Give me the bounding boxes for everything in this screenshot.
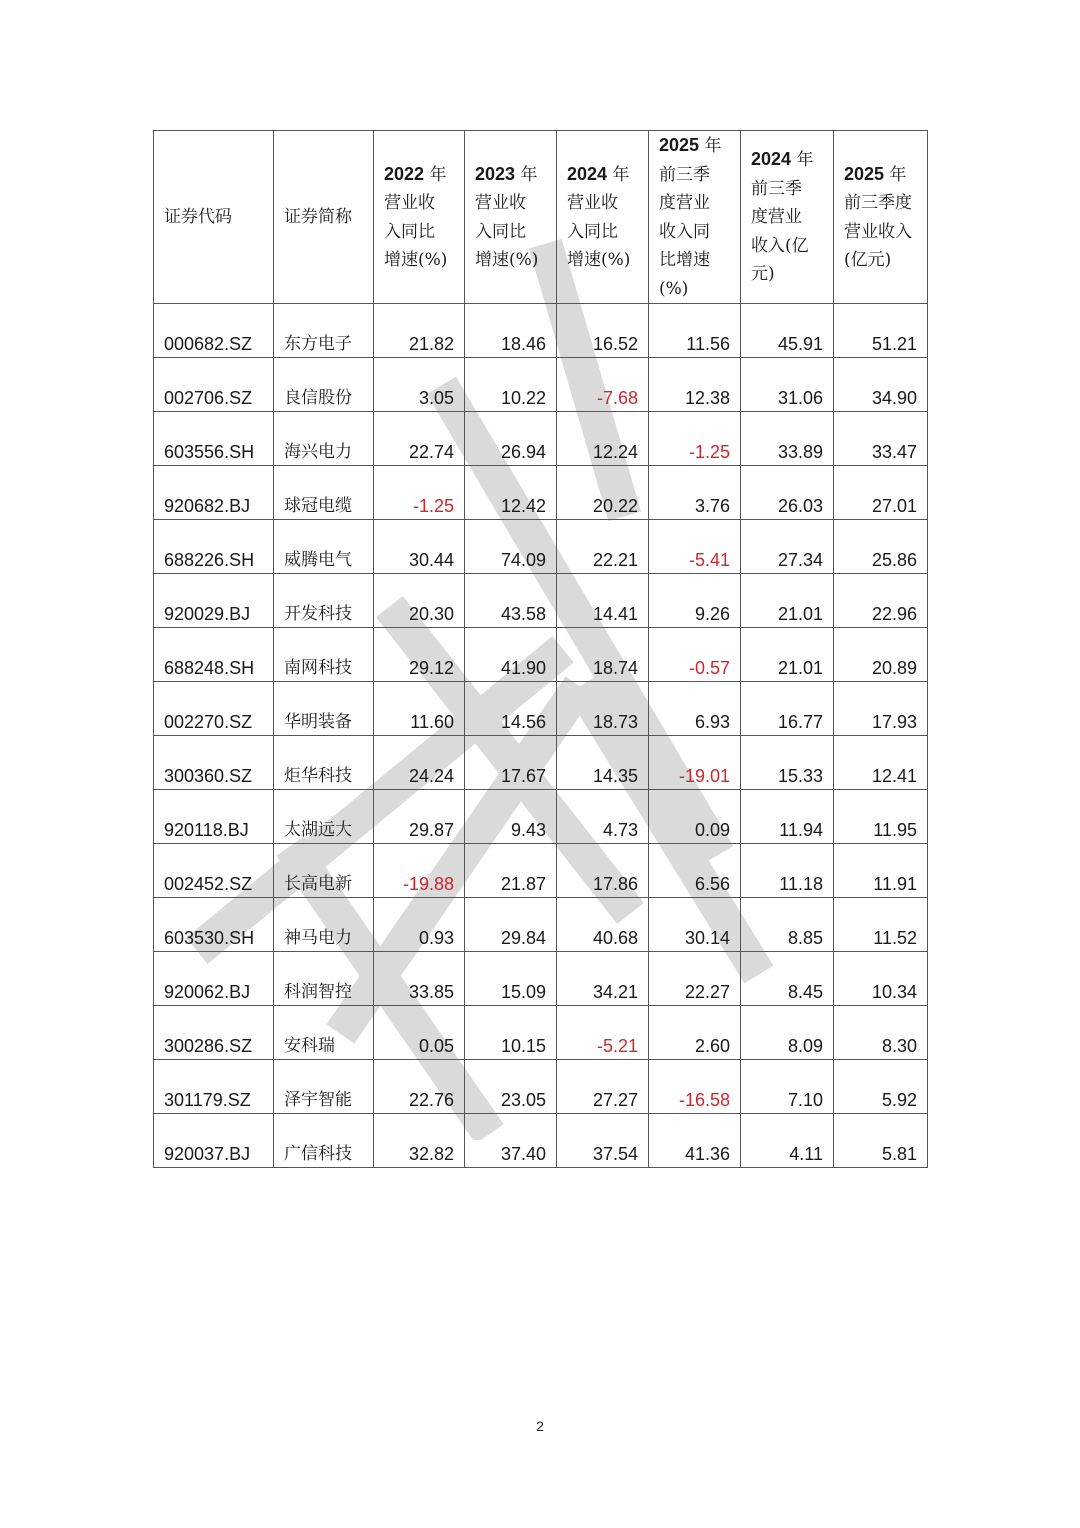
table-row bbox=[154, 412, 928, 466]
cell-rev2024q3: 21.01 bbox=[741, 574, 834, 628]
cell-name: 华明装备 bbox=[274, 682, 374, 736]
table-row bbox=[154, 790, 928, 844]
cell-g2024: 18.74 bbox=[557, 628, 649, 682]
cell-code: 603530.SH bbox=[154, 898, 274, 952]
cell-g2025q3: 2.60 bbox=[649, 1006, 741, 1060]
cell-g2022: 3.05 bbox=[374, 358, 465, 412]
cell-rev2025q3: 20.89 bbox=[834, 628, 928, 682]
cell-rev2024q3: 11.94 bbox=[741, 790, 834, 844]
column-header-line: 前三季 bbox=[659, 164, 710, 185]
column-header-line: 年 bbox=[429, 164, 447, 185]
column-header-year: 2022 bbox=[384, 163, 425, 184]
cell-code: 000682.SZ bbox=[154, 304, 274, 358]
table-row bbox=[154, 358, 928, 412]
cell-rev2025q3: 51.21 bbox=[834, 304, 928, 358]
cell-code: 920682.BJ bbox=[154, 466, 274, 520]
cell-rev2025q3: 11.52 bbox=[834, 898, 928, 952]
column-header-line: 年 bbox=[796, 150, 814, 171]
column-header-line: 比增速 bbox=[659, 250, 710, 270]
cell-g2025q3: 41.36 bbox=[649, 1114, 741, 1168]
cell-g2023: 26.94 bbox=[465, 412, 557, 466]
cell-rev2025q3: 12.41 bbox=[834, 736, 928, 790]
cell-g2022: 21.82 bbox=[374, 304, 465, 358]
cell-g2024: 27.27 bbox=[557, 1060, 649, 1114]
cell-g2023: 15.09 bbox=[465, 952, 557, 1006]
cell-name: 科润智控 bbox=[274, 952, 374, 1006]
cell-g2022: 32.82 bbox=[374, 1114, 465, 1168]
cell-name: 海兴电力 bbox=[274, 412, 374, 466]
table-row bbox=[154, 466, 928, 520]
table-row bbox=[154, 520, 928, 574]
cell-rev2025q3: 17.93 bbox=[834, 682, 928, 736]
column-header-line: 营业收 bbox=[475, 193, 526, 213]
cell-g2023: 29.84 bbox=[465, 898, 557, 952]
cell-rev2025q3: 11.91 bbox=[834, 844, 928, 898]
cell-g2025q3: -0.57 bbox=[649, 628, 741, 682]
column-header-line: 收入同 bbox=[659, 221, 710, 242]
cell-name: 球冠电缆 bbox=[274, 466, 374, 520]
cell-g2022: 22.76 bbox=[374, 1060, 465, 1114]
cell-code: 920037.BJ bbox=[154, 1114, 274, 1168]
cell-g2024: 12.24 bbox=[557, 412, 649, 466]
column-header bbox=[274, 131, 374, 304]
cell-code: 603556.SH bbox=[154, 412, 274, 466]
cell-rev2024q3: 4.11 bbox=[741, 1114, 834, 1168]
cell-g2023: 9.43 bbox=[465, 790, 557, 844]
column-header-line: 度营业 bbox=[751, 207, 802, 228]
cell-g2024: 14.41 bbox=[557, 574, 649, 628]
cell-g2022: 20.30 bbox=[374, 574, 465, 628]
cell-g2024: 34.21 bbox=[557, 952, 649, 1006]
column-header-year: 2024 bbox=[751, 149, 792, 170]
cell-name: 良信股份 bbox=[274, 358, 374, 412]
column-header-line: 入同比 bbox=[384, 221, 435, 242]
column-header bbox=[557, 131, 649, 304]
cell-rev2025q3: 10.34 bbox=[834, 952, 928, 1006]
cell-g2023: 18.46 bbox=[465, 304, 557, 358]
financial-table bbox=[153, 130, 928, 1168]
cell-code: 688248.SH bbox=[154, 628, 274, 682]
cell-g2025q3: 12.38 bbox=[649, 358, 741, 412]
column-header bbox=[741, 131, 834, 304]
table-row bbox=[154, 898, 928, 952]
cell-name: 神马电力 bbox=[274, 898, 374, 952]
column-header-line: 元) bbox=[751, 264, 775, 285]
cell-name: 炬华科技 bbox=[274, 736, 374, 790]
table-row bbox=[154, 628, 928, 682]
cell-g2022: 22.74 bbox=[374, 412, 465, 466]
table-row bbox=[154, 1006, 928, 1060]
cell-code: 920118.BJ bbox=[154, 790, 274, 844]
column-header-line: (亿元) bbox=[844, 250, 892, 270]
column-header-line: 年 bbox=[704, 136, 722, 156]
cell-name: 广信科技 bbox=[274, 1114, 374, 1168]
cell-g2025q3: 9.26 bbox=[649, 574, 741, 628]
column-header-line: 年 bbox=[889, 164, 907, 185]
cell-rev2024q3: 16.77 bbox=[741, 682, 834, 736]
column-header bbox=[649, 131, 741, 304]
cell-g2023: 41.90 bbox=[465, 628, 557, 682]
cell-g2023: 23.05 bbox=[465, 1060, 557, 1114]
cell-name: 南网科技 bbox=[274, 628, 374, 682]
cell-g2023: 10.15 bbox=[465, 1006, 557, 1060]
cell-g2025q3: -5.41 bbox=[649, 520, 741, 574]
cell-rev2025q3: 22.96 bbox=[834, 574, 928, 628]
column-header bbox=[374, 131, 465, 304]
table-header-row bbox=[154, 131, 928, 304]
cell-name: 开发科技 bbox=[274, 574, 374, 628]
column-header-line: 年 bbox=[520, 164, 538, 185]
cell-g2025q3: 6.93 bbox=[649, 682, 741, 736]
cell-g2025q3: 11.56 bbox=[649, 304, 741, 358]
column-header bbox=[154, 131, 274, 304]
cell-g2023: 12.42 bbox=[465, 466, 557, 520]
cell-g2024: 18.73 bbox=[557, 682, 649, 736]
table-row bbox=[154, 304, 928, 358]
cell-g2022: 0.05 bbox=[374, 1006, 465, 1060]
cell-rev2024q3: 31.06 bbox=[741, 358, 834, 412]
column-header bbox=[465, 131, 557, 304]
column-header-year: 2023 bbox=[475, 163, 516, 184]
cell-rev2025q3: 27.01 bbox=[834, 466, 928, 520]
cell-g2022: 30.44 bbox=[374, 520, 465, 574]
cell-g2025q3: -16.58 bbox=[649, 1060, 741, 1114]
column-header-line: 年 bbox=[612, 164, 630, 185]
cell-code: 920062.BJ bbox=[154, 952, 274, 1006]
column-header-line: 营业收 bbox=[384, 193, 435, 213]
cell-name: 长高电新 bbox=[274, 844, 374, 898]
column-header-line: 增速(%) bbox=[384, 250, 448, 270]
cell-rev2024q3: 8.09 bbox=[741, 1006, 834, 1060]
cell-rev2024q3: 21.01 bbox=[741, 628, 834, 682]
cell-g2025q3: 22.27 bbox=[649, 952, 741, 1006]
column-header-text: 证券简称 bbox=[284, 206, 352, 227]
cell-rev2024q3: 11.18 bbox=[741, 844, 834, 898]
cell-g2022: 24.24 bbox=[374, 736, 465, 790]
cell-g2024: -5.21 bbox=[557, 1006, 649, 1060]
cell-g2023: 17.67 bbox=[465, 736, 557, 790]
cell-g2024: 22.21 bbox=[557, 520, 649, 574]
cell-code: 300286.SZ bbox=[154, 1006, 274, 1060]
column-header-line: 增速(%) bbox=[567, 250, 631, 270]
cell-g2022: -1.25 bbox=[374, 466, 465, 520]
cell-g2024: -7.68 bbox=[557, 358, 649, 412]
cell-rev2024q3: 33.89 bbox=[741, 412, 834, 466]
cell-name: 东方电子 bbox=[274, 304, 374, 358]
cell-rev2025q3: 5.81 bbox=[834, 1114, 928, 1168]
table-row bbox=[154, 736, 928, 790]
cell-rev2025q3: 8.30 bbox=[834, 1006, 928, 1060]
table-row bbox=[154, 574, 928, 628]
table-row bbox=[154, 682, 928, 736]
cell-g2022: 11.60 bbox=[374, 682, 465, 736]
table-row bbox=[154, 1114, 928, 1168]
cell-g2022: -19.88 bbox=[374, 844, 465, 898]
column-header-line: 入同比 bbox=[475, 221, 526, 242]
cell-g2024: 37.54 bbox=[557, 1114, 649, 1168]
column-header-year: 2024 bbox=[567, 163, 608, 184]
column-header-line: 收入(亿 bbox=[751, 235, 809, 256]
cell-g2024: 17.86 bbox=[557, 844, 649, 898]
column-header-line: 增速(%) bbox=[475, 250, 539, 270]
cell-rev2024q3: 26.03 bbox=[741, 466, 834, 520]
column-header-line: 度营业 bbox=[659, 193, 710, 213]
cell-g2025q3: -1.25 bbox=[649, 412, 741, 466]
cell-rev2025q3: 5.92 bbox=[834, 1060, 928, 1114]
column-header-line: 入同比 bbox=[567, 221, 618, 242]
cell-g2025q3: 6.56 bbox=[649, 844, 741, 898]
cell-rev2025q3: 25.86 bbox=[834, 520, 928, 574]
cell-code: 300360.SZ bbox=[154, 736, 274, 790]
cell-g2025q3: -19.01 bbox=[649, 736, 741, 790]
cell-code: 920029.BJ bbox=[154, 574, 274, 628]
cell-g2023: 43.58 bbox=[465, 574, 557, 628]
table-row bbox=[154, 1060, 928, 1114]
page-number: 2 bbox=[536, 1418, 544, 1434]
cell-g2022: 29.87 bbox=[374, 790, 465, 844]
cell-g2023: 74.09 bbox=[465, 520, 557, 574]
cell-code: 002706.SZ bbox=[154, 358, 274, 412]
cell-name: 太湖远大 bbox=[274, 790, 374, 844]
cell-name: 泽宇智能 bbox=[274, 1060, 374, 1114]
table-body bbox=[154, 304, 928, 1168]
column-header-line: (%) bbox=[659, 278, 689, 299]
cell-rev2024q3: 8.45 bbox=[741, 952, 834, 1006]
cell-g2023: 10.22 bbox=[465, 358, 557, 412]
cell-g2024: 4.73 bbox=[557, 790, 649, 844]
cell-name: 威腾电气 bbox=[274, 520, 374, 574]
cell-g2024: 14.35 bbox=[557, 736, 649, 790]
cell-rev2024q3: 15.33 bbox=[741, 736, 834, 790]
column-header-text: 证券代码 bbox=[164, 206, 232, 227]
cell-code: 002270.SZ bbox=[154, 682, 274, 736]
cell-g2025q3: 0.09 bbox=[649, 790, 741, 844]
table-row bbox=[154, 952, 928, 1006]
cell-g2022: 29.12 bbox=[374, 628, 465, 682]
cell-code: 002452.SZ bbox=[154, 844, 274, 898]
cell-rev2024q3: 27.34 bbox=[741, 520, 834, 574]
cell-rev2024q3: 8.85 bbox=[741, 898, 834, 952]
column-header-line: 前三季度 bbox=[844, 193, 912, 213]
cell-rev2024q3: 7.10 bbox=[741, 1060, 834, 1114]
column-header-line: 营业收入 bbox=[844, 221, 912, 242]
column-header-year: 2025 bbox=[659, 135, 700, 155]
cell-g2022: 33.85 bbox=[374, 952, 465, 1006]
cell-rev2024q3: 45.91 bbox=[741, 304, 834, 358]
column-header-year: 2025 bbox=[844, 163, 885, 184]
cell-code: 688226.SH bbox=[154, 520, 274, 574]
cell-g2023: 21.87 bbox=[465, 844, 557, 898]
table-row bbox=[154, 844, 928, 898]
cell-name: 安科瑞 bbox=[274, 1006, 374, 1060]
cell-g2025q3: 3.76 bbox=[649, 466, 741, 520]
column-header-line: 营业收 bbox=[567, 193, 618, 213]
cell-rev2025q3: 33.47 bbox=[834, 412, 928, 466]
cell-g2024: 20.22 bbox=[557, 466, 649, 520]
column-header bbox=[834, 131, 928, 304]
cell-g2022: 0.93 bbox=[374, 898, 465, 952]
cell-rev2025q3: 34.90 bbox=[834, 358, 928, 412]
cell-g2024: 16.52 bbox=[557, 304, 649, 358]
cell-g2025q3: 30.14 bbox=[649, 898, 741, 952]
cell-g2024: 40.68 bbox=[557, 898, 649, 952]
cell-code: 301179.SZ bbox=[154, 1060, 274, 1114]
cell-g2023: 37.40 bbox=[465, 1114, 557, 1168]
column-header-line: 前三季 bbox=[751, 178, 802, 199]
cell-g2023: 14.56 bbox=[465, 682, 557, 736]
cell-rev2025q3: 11.95 bbox=[834, 790, 928, 844]
